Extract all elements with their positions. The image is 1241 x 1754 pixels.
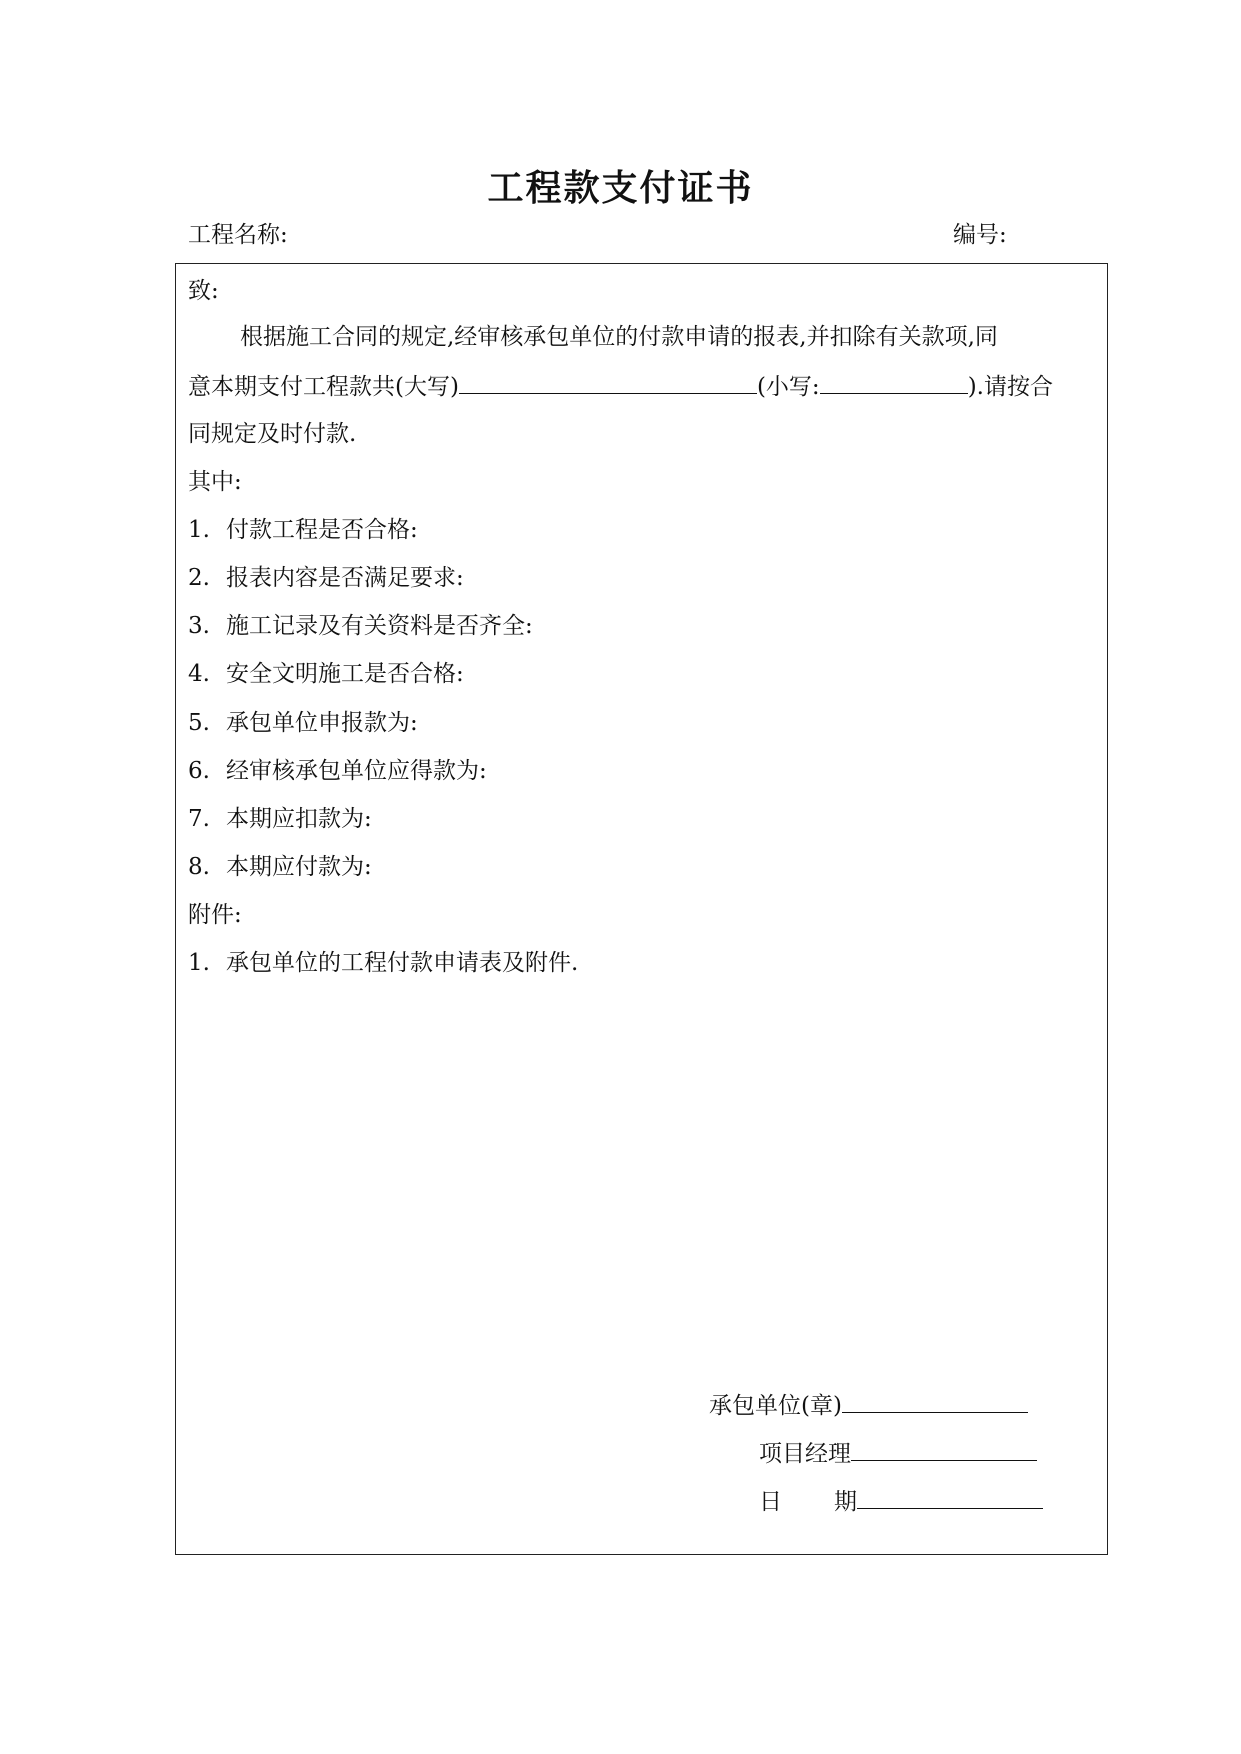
attachment-text: 承包单位的工程付款申请表及附件.	[226, 950, 579, 976]
list-item	[188, 515, 418, 545]
list-item	[188, 659, 464, 689]
item-number: 3.	[188, 613, 210, 639]
item-text: 安全文明施工是否合格:	[226, 661, 464, 687]
list-item	[188, 756, 487, 786]
paragraph-line-2	[188, 371, 1053, 402]
document-title: 工程款支付证书	[487, 168, 754, 209]
to-label: 致:	[188, 278, 219, 304]
list-item	[188, 611, 533, 641]
contractor-label: 承包单位(章)	[709, 1393, 842, 1419]
list-item	[188, 852, 372, 882]
amount-uppercase-label: 意本期支付工程款共(大写)	[188, 374, 459, 400]
attachment-item	[188, 948, 578, 978]
item-number: 7.	[188, 806, 210, 832]
date-label-day: 日	[759, 1489, 782, 1515]
item-number: 6.	[188, 758, 210, 784]
number-label: 编号:	[953, 222, 1007, 248]
list-item	[188, 563, 464, 593]
list-item	[188, 804, 372, 834]
certificate-form-box	[175, 263, 1108, 1555]
contractor-signature-row	[709, 1390, 1028, 1421]
amount-lowercase-field[interactable]	[820, 371, 968, 394]
amount-lowercase-label: (小写:	[756, 374, 820, 400]
item-text: 施工记录及有关资料是否齐全:	[226, 613, 533, 639]
item-number: 4.	[188, 661, 210, 687]
manager-signature-row	[759, 1438, 1037, 1469]
manager-field[interactable]	[851, 1438, 1037, 1461]
amount-uppercase-field[interactable]	[459, 371, 757, 394]
attachment-number: 1.	[188, 950, 210, 976]
item-text: 本期应付款为:	[226, 854, 372, 880]
item-number: 1.	[188, 517, 210, 543]
project-name-label: 工程名称:	[188, 222, 288, 248]
paragraph-line-2-end: ).请按合	[967, 374, 1053, 400]
item-number: 2.	[188, 565, 210, 591]
item-number: 5.	[188, 710, 210, 736]
date-field[interactable]	[857, 1486, 1043, 1509]
items-heading: 其中:	[188, 469, 242, 495]
paragraph-line-3: 同规定及时付款.	[188, 421, 357, 447]
item-text: 本期应扣款为:	[226, 806, 372, 832]
attachments-heading: 附件:	[188, 902, 242, 928]
manager-label: 项目经理	[759, 1441, 851, 1467]
contractor-field[interactable]	[842, 1390, 1028, 1413]
item-text: 经审核承包单位应得款为:	[226, 758, 487, 784]
item-number: 8.	[188, 854, 210, 880]
list-item	[188, 708, 418, 738]
date-signature-row	[759, 1486, 1043, 1517]
item-text: 报表内容是否满足要求:	[226, 565, 464, 591]
paragraph-line-1: 根据施工合同的规定,经审核承包单位的付款申请的报表,并扣除有关款项,同	[240, 324, 998, 350]
item-text: 付款工程是否合格:	[226, 517, 418, 543]
date-label-period: 期	[834, 1489, 857, 1515]
item-text: 承包单位申报款为:	[226, 710, 418, 736]
